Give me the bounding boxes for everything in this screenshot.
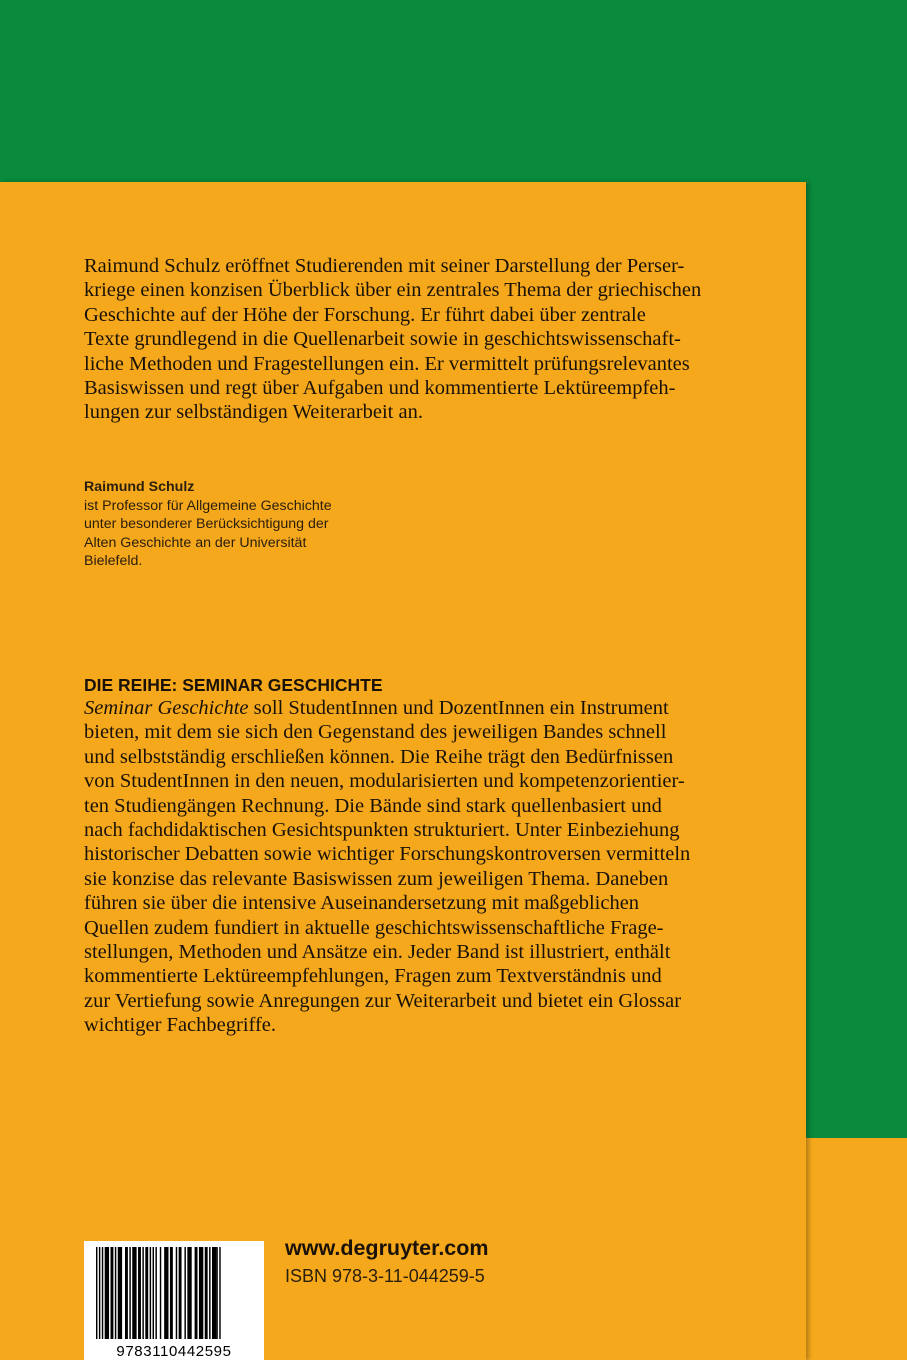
barcode-bar xyxy=(160,1247,161,1339)
barcode-bar xyxy=(187,1247,191,1339)
barcode-bar xyxy=(142,1247,143,1339)
barcode-bar xyxy=(150,1247,151,1339)
barcode-bar xyxy=(105,1247,109,1339)
barcode-bar xyxy=(209,1247,210,1339)
barcode-bar xyxy=(102,1247,103,1339)
publisher-website[interactable]: www.degruyter.com xyxy=(285,1236,489,1260)
author-bio-line: ist Professor für Allgemeine Geschichte xyxy=(84,497,332,514)
series-line: stellungen, Methoden und Ansätze ein. Jeder Band ist illustriert, enthält xyxy=(84,941,671,964)
barcode-bar xyxy=(205,1247,208,1339)
series-name: Seminar Geschichte xyxy=(84,697,249,719)
barcode-bar xyxy=(155,1247,156,1339)
author-bio xyxy=(84,478,504,571)
barcode-bar xyxy=(170,1247,173,1339)
blurb-line: Geschichte auf der Höhe der Forschung. Er führt dabei über zentrale xyxy=(84,303,646,326)
series-line: führen sie über die intensive Auseinandersetzung mit maßgeblichen xyxy=(84,892,640,915)
barcode-graphic xyxy=(84,1241,264,1360)
green-top-band xyxy=(0,0,907,182)
barcode-bar xyxy=(111,1247,114,1339)
barcode-bar xyxy=(195,1247,198,1339)
series-line xyxy=(84,696,754,720)
series-line: von StudentInnen in den neuen, modularisierten und kompetenzorientier- xyxy=(84,770,685,793)
series-line: ten Studiengängen Rechnung. Die Bände sind stark quellenbasiert und xyxy=(84,794,662,817)
series-description xyxy=(84,696,754,1038)
barcode-bar xyxy=(129,1247,130,1339)
series-heading: DIE REIHE: SEMINAR GESCHICHTE xyxy=(84,675,383,695)
barcode-bar xyxy=(212,1247,216,1339)
blurb-line: lungen zur selbständigen Weiterarbeit an. xyxy=(84,401,423,424)
barcode-bar xyxy=(153,1247,154,1339)
series-line: und selbstständig erschließen können. Die Reihe trägt den Bedürfnissen xyxy=(84,745,674,768)
barcode-bar xyxy=(132,1247,136,1339)
series-line: wichtiger Fachbegriffe. xyxy=(84,1014,277,1037)
book-blurb xyxy=(84,254,744,425)
barcode-bar xyxy=(164,1247,168,1339)
barcode-bar xyxy=(219,1247,220,1339)
series-line: Quellen zudem fundiert in aktuelle geschichtswissenschaftliche Frage- xyxy=(84,916,664,939)
barcode-bar xyxy=(138,1247,141,1339)
series-line: historischer Debatten sowie wichtiger Forschungskontroversen vermitteln xyxy=(84,843,691,866)
barcode-bar xyxy=(184,1247,185,1339)
barcode-bar xyxy=(179,1247,182,1339)
author-bio-line: Alten Geschichte an der Universität xyxy=(84,534,307,551)
blurb-line: Basiswissen und regt über Aufgaben und kommentierte Lektüreempfeh- xyxy=(84,377,676,400)
author-name: Raimund Schulz xyxy=(84,479,195,495)
blurb-line: liche Methoden und Fragestellungen ein. Er vermittelt prüfungsrelevantes xyxy=(84,352,690,375)
barcode-bar xyxy=(118,1247,122,1339)
series-line: bieten, mit dem sie sich den Gegenstand des jeweiligen Bandes schnell xyxy=(84,721,667,744)
barcode-bar xyxy=(145,1247,148,1339)
barcode-bar xyxy=(99,1247,100,1339)
blurb-line: kriege einen konzisen Überblick über ein zentrales Thema der griechischen xyxy=(84,279,702,302)
barcode-bar xyxy=(216,1247,217,1339)
blurb-line: Raimund Schulz eröffnet Studierenden mit seiner Darstellung der Perser- xyxy=(84,255,685,277)
blurb-line: Texte grundlegend in die Quellenarbeit sowie in geschichtswissenschaft- xyxy=(84,328,681,351)
barcode-bar xyxy=(96,1247,97,1339)
series-first-line-rest: soll StudentInnen und DozentInnen ein Instrument xyxy=(248,697,669,719)
author-bio-line: unter besonderer Berücksichtigung der xyxy=(84,516,329,532)
green-right-band xyxy=(806,0,907,1138)
author-bio-line: Bielefeld. xyxy=(84,553,143,569)
series-line: zur Vertiefung sowie Anregungen zur Weiterarbeit und bietet ein Glossar xyxy=(84,989,682,1012)
barcode-bar xyxy=(125,1247,128,1339)
barcode-bar xyxy=(115,1247,116,1339)
series-line: nach fachdidaktischen Gesichtspunkten strukturiert. Unter Einbeziehung xyxy=(84,819,680,842)
barcode-icon xyxy=(84,1241,264,1360)
barcode-bar xyxy=(176,1247,177,1339)
series-line: sie konzise das relevante Basiswissen zum jeweiligen Thema. Daneben xyxy=(84,867,669,890)
series-line: kommentierte Lektüreempfehlungen, Fragen zum Textverständnis und xyxy=(84,965,662,988)
isbn-number: ISBN 978-3-11-044259-5 xyxy=(285,1266,485,1286)
barcode-bar xyxy=(199,1247,203,1339)
barcode-digits: 9783110442595 xyxy=(116,1343,232,1360)
